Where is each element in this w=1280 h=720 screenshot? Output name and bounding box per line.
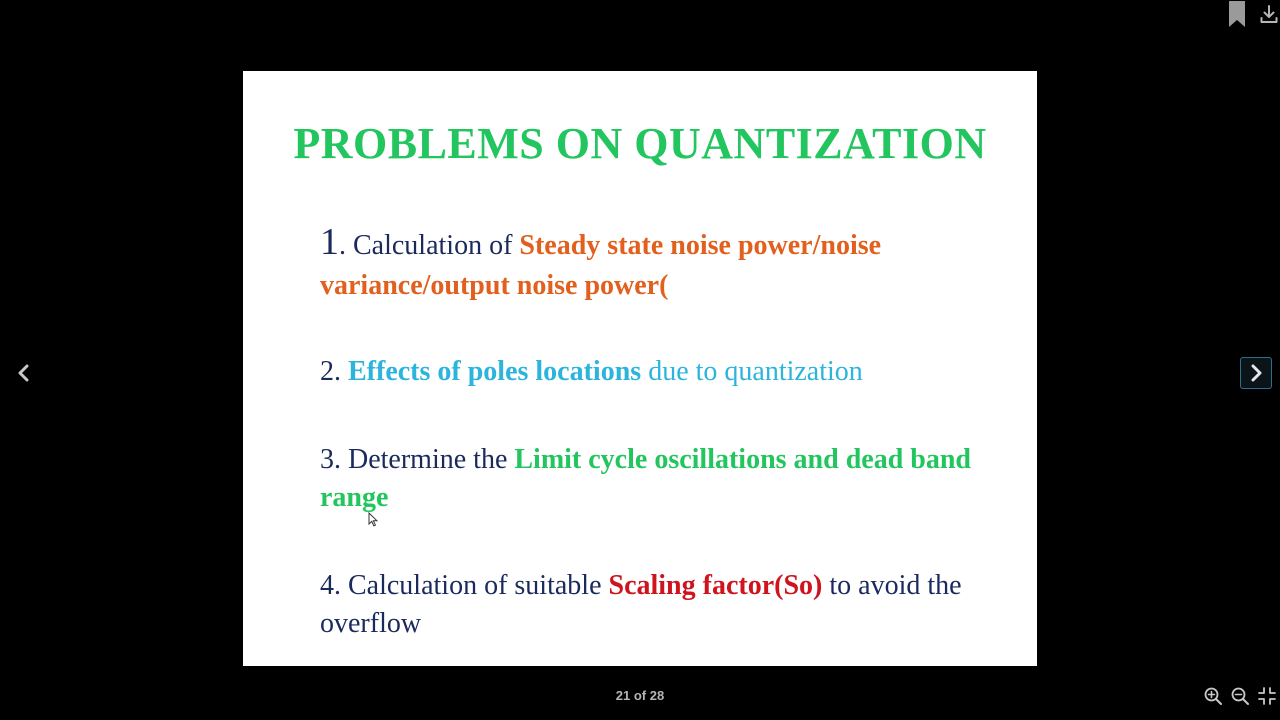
bookmark-icon[interactable] — [1226, 3, 1248, 25]
chevron-right-icon — [1248, 363, 1264, 383]
item-text: due to quantization — [641, 356, 863, 387]
list-item-1 — [320, 222, 1000, 306]
list-item-4 — [320, 567, 1000, 643]
prev-slide-button[interactable] — [8, 357, 40, 389]
item-highlight: Limit cycle oscillations and dead band range — [320, 444, 971, 513]
bottom-toolbar — [1202, 684, 1278, 708]
exit-fullscreen-icon — [1258, 687, 1276, 705]
page-indicator: 21 of 28 — [615, 688, 665, 703]
list-item-2 — [320, 353, 1000, 391]
zoom-in-icon — [1203, 686, 1223, 706]
item-text: to avoid the overflow — [320, 570, 962, 639]
item-number: 1 — [320, 221, 339, 263]
zoom-out-button[interactable] — [1229, 685, 1251, 707]
top-toolbar — [1226, 0, 1280, 28]
chevron-left-icon — [16, 363, 32, 383]
next-slide-button[interactable] — [1240, 357, 1272, 389]
item-highlight: Effects of poles locations — [348, 356, 642, 387]
item-highlight: Scaling factor(So) — [608, 570, 823, 601]
mouse-cursor-icon — [368, 512, 378, 532]
zoom-in-button[interactable] — [1202, 685, 1224, 707]
download-icon[interactable] — [1258, 3, 1280, 25]
item-number: 3. — [320, 444, 348, 475]
zoom-out-icon — [1230, 686, 1250, 706]
item-text: Determine the — [348, 444, 515, 475]
slide-title: PROBLEMS ON QUANTIZATION — [293, 119, 987, 168]
list-item-3 — [320, 441, 1000, 517]
item-number: 4. — [320, 570, 348, 601]
item-text: . Calculation of — [339, 230, 520, 261]
item-highlight: Steady state noise power/noise variance/output noise power( — [320, 230, 882, 301]
item-number: 2. — [320, 356, 348, 387]
item-text: Calculation of suitable — [348, 570, 609, 601]
exit-fullscreen-button[interactable] — [1256, 685, 1278, 707]
